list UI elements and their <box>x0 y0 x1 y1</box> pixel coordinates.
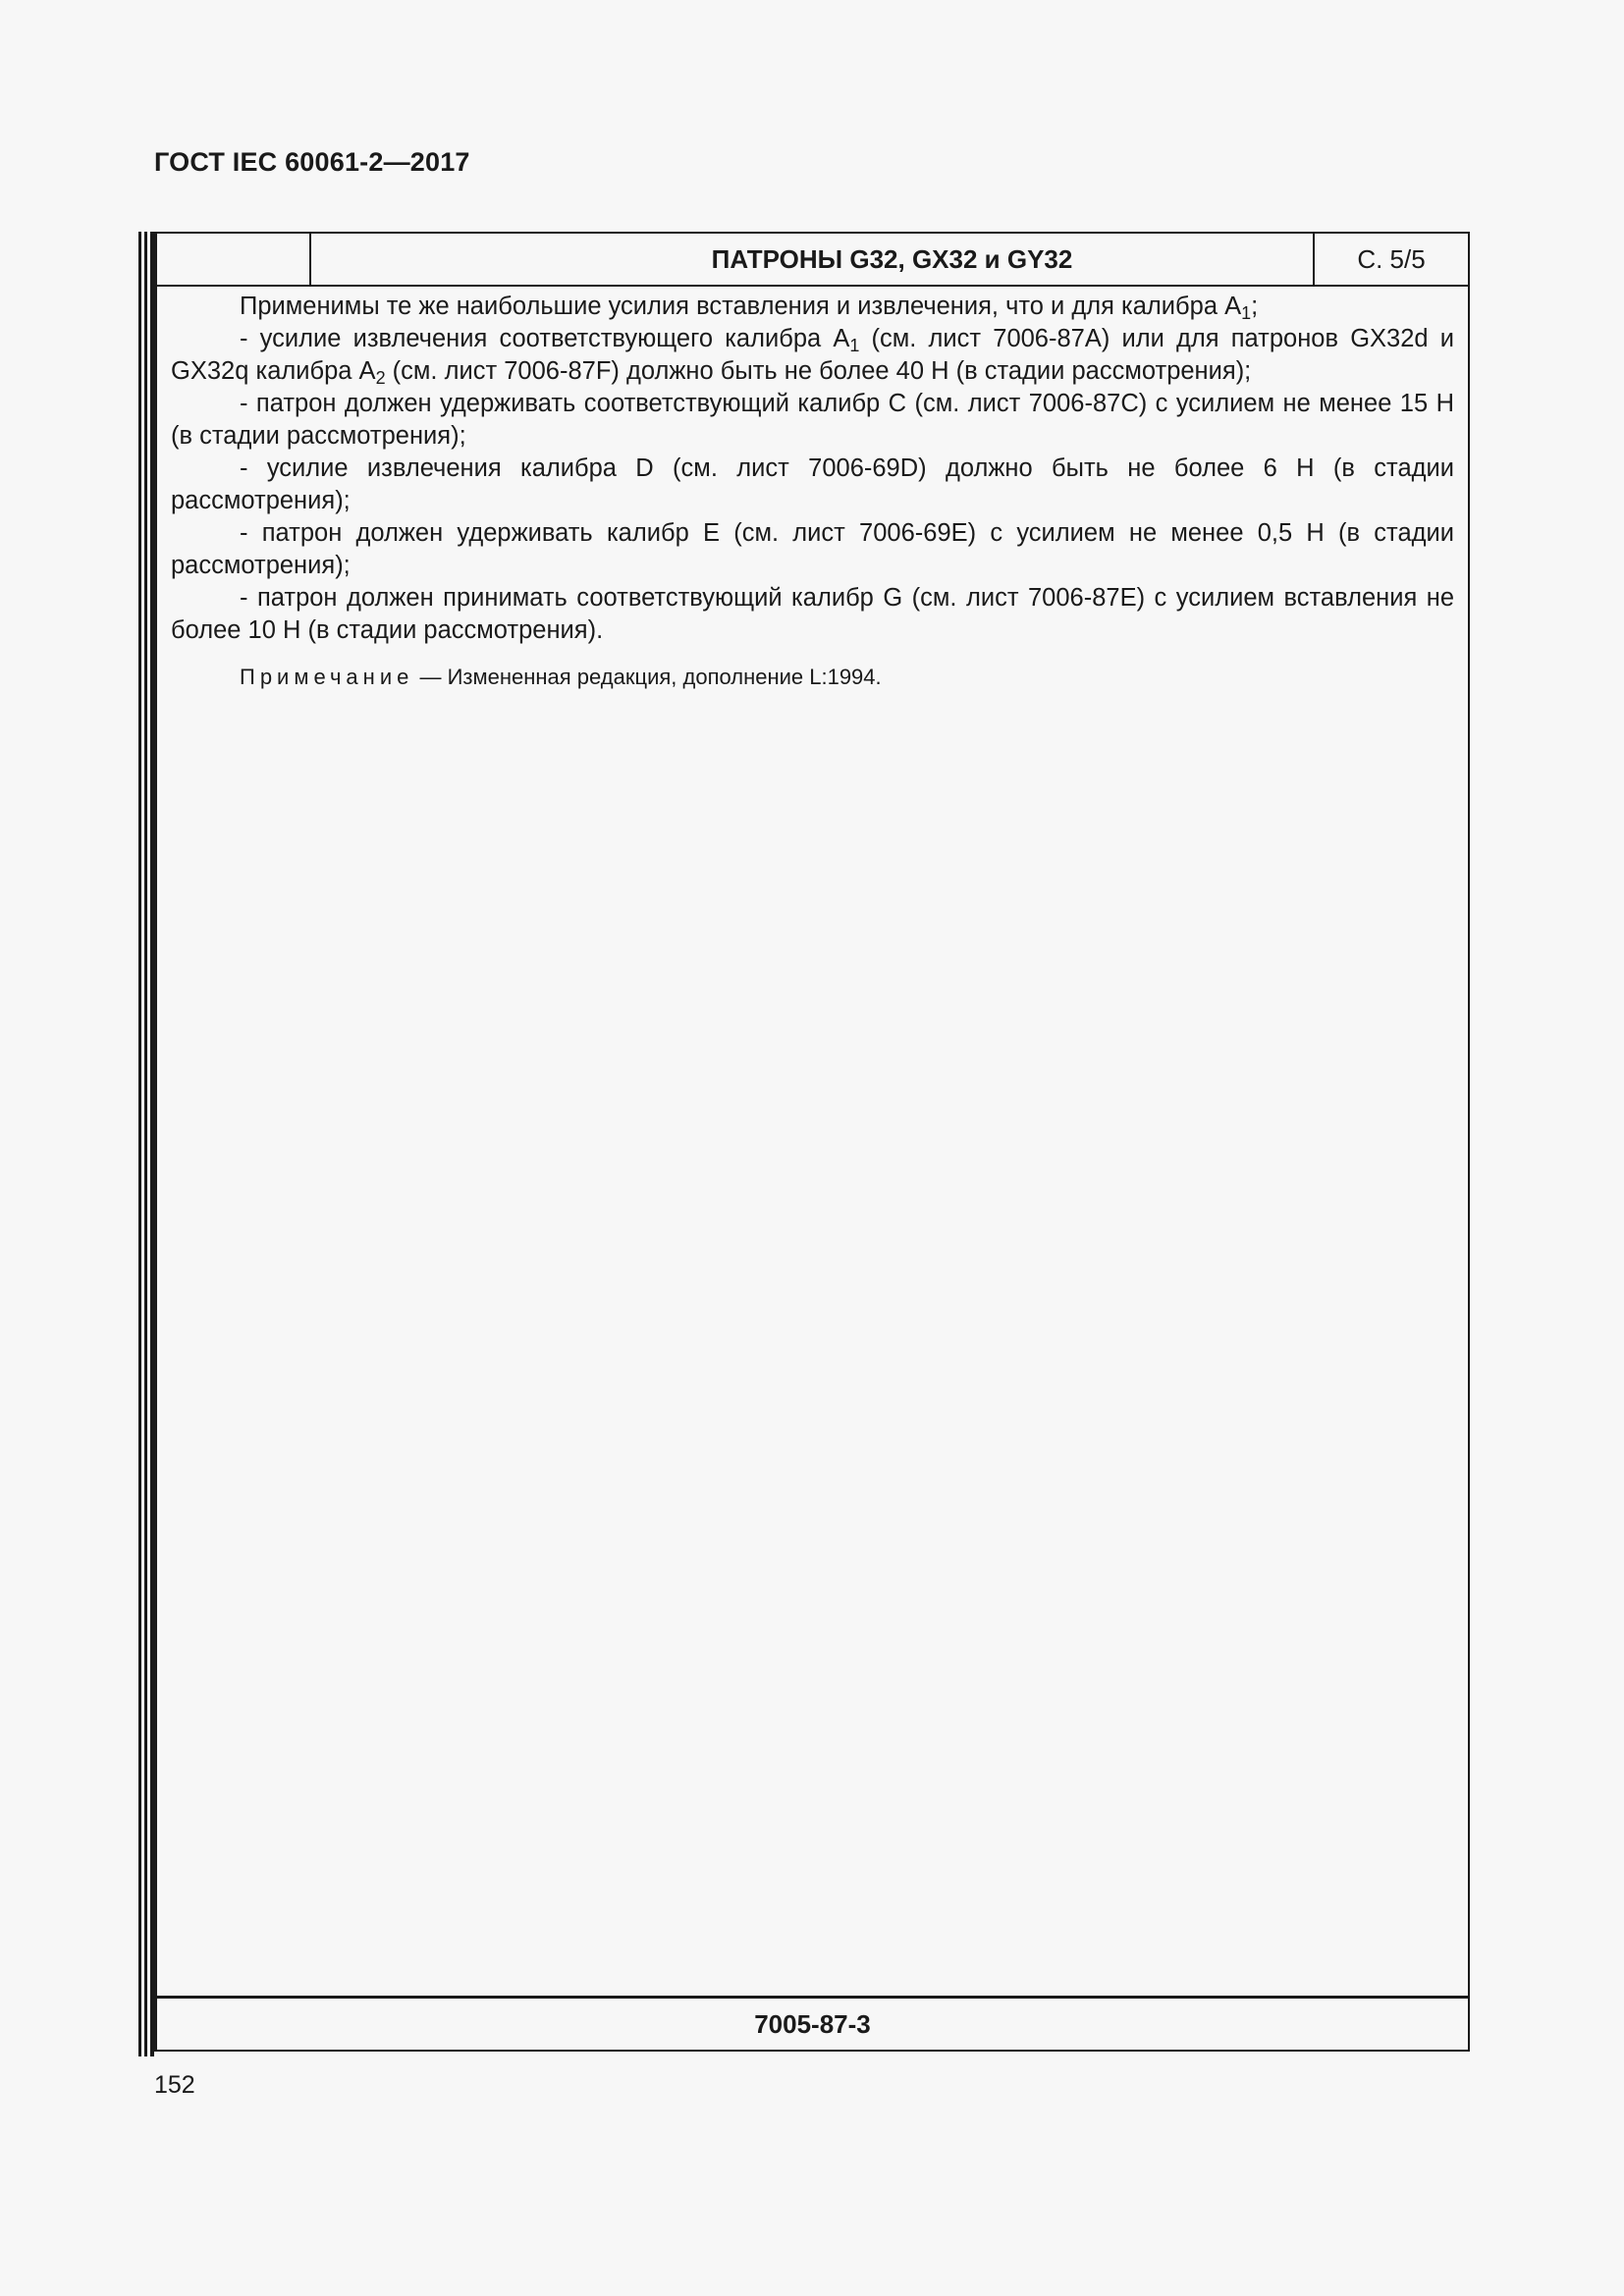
sheet-code: 7005-87-3 <box>157 1996 1468 2050</box>
title-empty-cell <box>157 234 311 285</box>
paragraph-3: - патрон должен удерживать соответствующий калибр C (см. лист 7006-87C) с усилием не менее 15 Н (в стадии рассмотрения); <box>171 390 1454 450</box>
sheet-body <box>171 291 1454 693</box>
paragraph-1: Применимы те же наибольшие усилия вставления и извлечения, что и для калибра $A_1$; <box>240 293 1259 323</box>
note-label: Примечание <box>240 665 414 689</box>
paragraph-5: - патрон должен удерживать калибр E (см. лист 7006-69E) с усилием не менее 0,5 Н (в стадии рассмотрения); <box>171 519 1454 579</box>
paragraph-6: - патрон должен принимать соответствующий калибр G (см. лист 7006-87E) с усилием вставления не более 10 Н (в стадии рассмотрения). <box>171 584 1454 644</box>
paragraph-2: - усилие извлечения соответствующего калибра $A_1$ (см. лист 7006-87A) или для патронов GX32d и GX32q калибра $A_2$ (см. лист 7006-87F) должно быть не более 40 Н (в стадии рассмотрения); <box>171 325 1454 388</box>
sheet-frame <box>154 232 1470 2052</box>
paragraph-4: - усилие извлечения калибра D (см. лист 7006-69D) должно быть не более 6 Н (в стадии рассмотрения); <box>171 454 1454 514</box>
sheet-page-ref: С. 5/5 <box>1313 234 1468 285</box>
note-text: Измененная редакция, дополнение L:1994. <box>447 665 882 689</box>
page-number: 152 <box>154 2071 195 2099</box>
sheet-title-row <box>157 234 1468 287</box>
sheet-title: ПАТРОНЫ G32, GX32 и GY32 <box>711 243 1073 274</box>
note: Примечание — Измененная редакция, дополнение L:1994. <box>240 665 882 689</box>
standard-code: ГОСТ IEC 60061-2—2017 <box>154 147 470 177</box>
